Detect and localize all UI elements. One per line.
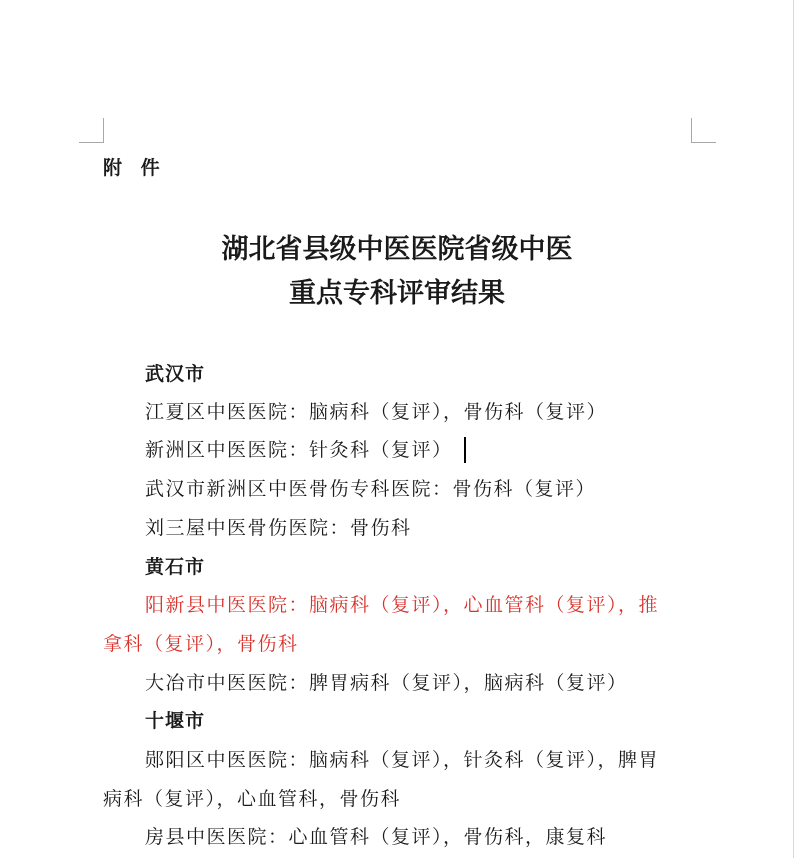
hospital-entry: 新洲区中医医院：针灸科（复评）	[145, 439, 453, 461]
city-heading-huangshi: 黄石市	[145, 556, 206, 578]
hospital-entry: 大冶市中医医院：脾胃病科（复评），脑病科（复评）	[145, 672, 628, 694]
city-heading-shiyan: 十堰市	[145, 710, 206, 732]
attachment-label: 附 件	[103, 157, 166, 179]
hospital-entry-continued: 病科（复评），心血管科，骨伤科	[103, 788, 402, 810]
margin-mark-top-left	[79, 118, 104, 143]
document-title-line-2: 重点专科评审结果	[289, 278, 505, 309]
hospital-entry: 郧阳区中医医院：脑病科（复评），针灸科（复评），脾胃	[145, 749, 660, 771]
hospital-entry: 房县中医医院：心血管科（复评），骨伤科，康复科	[145, 826, 608, 848]
hospital-entry: 武汉市新洲区中医骨伤专科医院：骨伤科（复评）	[145, 478, 597, 500]
hospital-entry: 刘三屋中医骨伤医院：骨伤科	[145, 517, 412, 539]
text-cursor	[464, 437, 466, 463]
document-title-line-1: 湖北省县级中医医院省级中医	[221, 234, 573, 265]
hospital-entry: 江夏区中医医院：脑病科（复评），骨伤科（复评）	[145, 401, 608, 423]
margin-mark-top-right	[691, 118, 716, 143]
page-edge	[793, 0, 794, 858]
highlighted-hospital-entry-continued: 拿科（复评），骨伤科	[103, 633, 299, 655]
city-heading-wuhan: 武汉市	[145, 363, 206, 385]
highlighted-hospital-entry: 阳新县中医医院：脑病科（复评），心血管科（复评），推	[145, 594, 660, 616]
